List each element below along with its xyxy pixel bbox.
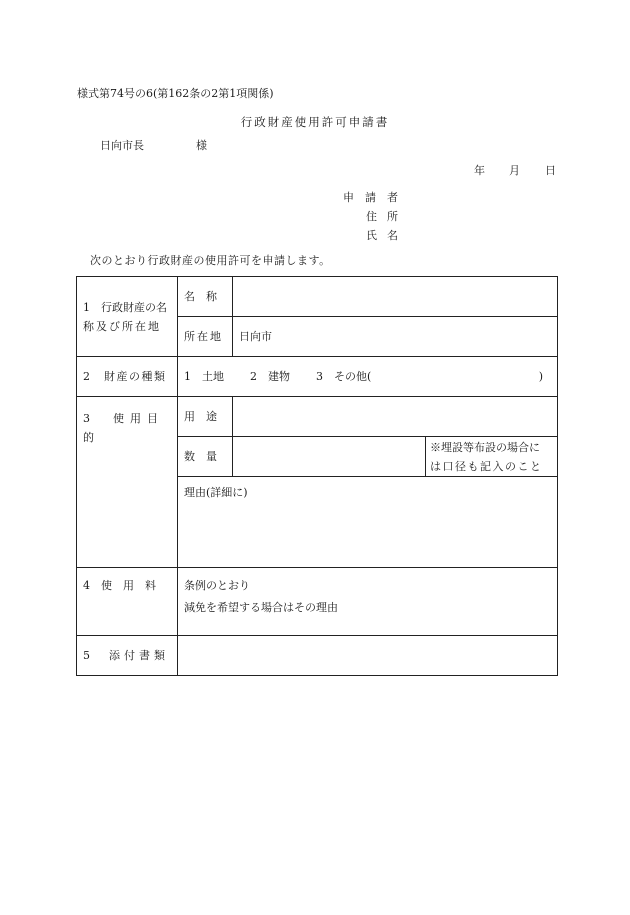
reason-field[interactable] xyxy=(178,477,558,568)
application-form-table xyxy=(76,276,558,676)
quantity-label: 数 量 xyxy=(178,437,233,477)
property-name-field[interactable] xyxy=(233,277,558,317)
purpose-use-field[interactable] xyxy=(233,397,558,437)
date-year-label: 年 xyxy=(474,164,485,177)
section1-label-line2: 称及び所在地 xyxy=(83,319,161,333)
form-number: 様式第74号の6(第162条の2第1項関係) xyxy=(77,87,274,100)
date-month-label: 月 xyxy=(509,164,520,177)
section1-label-line1: 1 行政財産の名 xyxy=(83,300,167,314)
purpose-use-label: 用 途 xyxy=(178,397,233,437)
applicant-label: 申請者 xyxy=(343,191,409,204)
section2-label: 2 財産の種類 xyxy=(77,357,178,397)
property-type-option-building[interactable]: 2 建物 xyxy=(250,370,290,383)
document-title: 行政財産使用許可申請書 xyxy=(240,115,390,129)
property-type-option-other-close: ) xyxy=(538,370,543,383)
property-type-option-land[interactable]: 1 土地 xyxy=(184,370,224,383)
property-type-options[interactable] xyxy=(178,357,558,397)
section3-label: 3 使用目的 xyxy=(77,397,178,568)
attachments-field[interactable] xyxy=(178,636,558,676)
quantity-note-line1: ※埋設等布設の場合に xyxy=(430,440,540,454)
intro-text: 次のとおり行政財産の使用許可を申請します。 xyxy=(90,254,331,267)
quantity-note-line2: は口径も記入のこと xyxy=(430,459,543,473)
addressee: 日向市長 xyxy=(100,139,144,152)
property-location-label: 所在地 xyxy=(178,317,233,357)
reason-label: 理由(詳細に) xyxy=(184,486,248,499)
usage-fee-field[interactable] xyxy=(178,568,558,636)
property-type-option-other[interactable]: 3 その他( xyxy=(316,370,372,383)
applicant-name-label: 氏名 xyxy=(366,229,408,242)
applicant-address-label: 住所 xyxy=(366,210,408,223)
property-name-label: 名 称 xyxy=(178,277,233,317)
usage-fee-line2: 減免を希望する場合はその理由 xyxy=(184,601,338,614)
date-day-label: 日 xyxy=(545,164,556,177)
section1-label xyxy=(77,277,178,357)
property-location-field[interactable]: 日向市 xyxy=(233,317,558,357)
addressee-honorific: 様 xyxy=(196,139,207,152)
usage-fee-line1: 条例のとおり xyxy=(184,579,250,592)
section5-label: 5 添付書類 xyxy=(77,636,178,676)
quantity-note xyxy=(426,437,558,477)
quantity-field[interactable] xyxy=(233,437,426,477)
section4-label: 4 使 用 料 xyxy=(77,568,178,636)
